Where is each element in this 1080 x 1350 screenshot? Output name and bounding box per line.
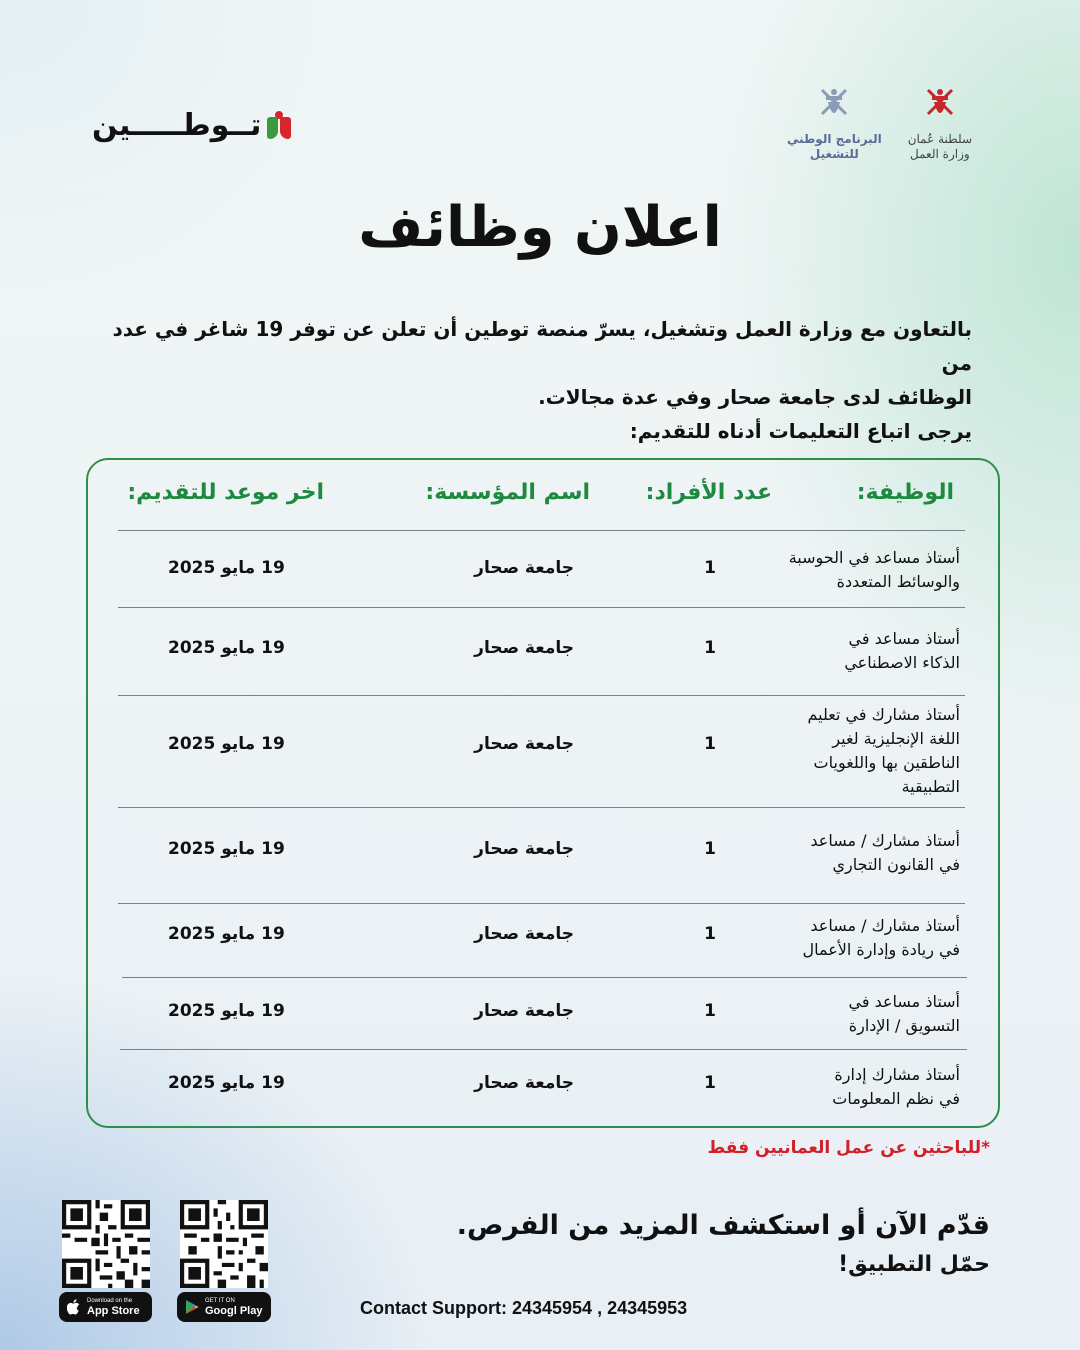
khanjar-emblem-icon bbox=[814, 84, 854, 128]
table-row-job: أستاذ مساعد في الحوسبة والوسائط المتعددة bbox=[788, 548, 960, 591]
table-row-deadline: 19 مايو 2025 bbox=[168, 638, 285, 658]
download-app-cta: حمّل التطبيق! bbox=[838, 1252, 990, 1277]
table-row-job: أستاذ مشارك / مساعد في القانون التجاري bbox=[810, 831, 960, 874]
table-row-institution: جامعة صحار bbox=[474, 1001, 574, 1021]
apple-icon bbox=[67, 1299, 81, 1315]
table-row-count: 1 bbox=[704, 839, 716, 859]
table-row-count: 1 bbox=[704, 1001, 716, 1021]
row-divider bbox=[118, 607, 965, 608]
app-store-button[interactable] bbox=[59, 1292, 152, 1322]
ministry-of-labour-logo bbox=[908, 84, 972, 162]
ministry-label-line1: سلطنة عُمان bbox=[907, 132, 972, 146]
qr-code-icon[interactable] bbox=[62, 1200, 150, 1288]
oman-emblem-icon bbox=[920, 84, 960, 128]
google-play-small-label: GET IT ON bbox=[205, 1297, 235, 1304]
government-logos bbox=[787, 84, 972, 162]
row-divider bbox=[118, 530, 965, 531]
table-row-job: أستاذ مساعد في الذكاء الاصطناعي bbox=[844, 629, 960, 672]
program-label-line1: البرنامج الوطني bbox=[786, 132, 882, 146]
table-row-count: 1 bbox=[704, 558, 716, 578]
row-divider bbox=[120, 1049, 967, 1050]
table-row-institution: جامعة صحار bbox=[474, 734, 574, 754]
table-row-institution: جامعة صحار bbox=[474, 558, 574, 578]
table-row-deadline: 19 مايو 2025 bbox=[168, 924, 285, 944]
intro-line: الوظائف لدى جامعة صحار وفي عدة مجالات. bbox=[538, 385, 972, 409]
table-row-deadline: 19 مايو 2025 bbox=[168, 1073, 285, 1093]
intro-line: يرجى اتباع التعليمات أدناه للتقديم: bbox=[629, 419, 972, 443]
app-store-big-label: App Store bbox=[87, 1304, 140, 1317]
table-row-job: أستاذ مشارك / مساعد في ريادة وإدارة الأعمال bbox=[802, 916, 960, 959]
row-divider bbox=[122, 977, 967, 978]
table-row-count: 1 bbox=[704, 734, 716, 754]
table-row-count: 1 bbox=[704, 638, 716, 658]
table-row-institution: جامعة صحار bbox=[474, 839, 574, 859]
table-row-institution: جامعة صحار bbox=[474, 924, 574, 944]
header-job: الوظيفة: bbox=[856, 480, 954, 505]
table-row-count: 1 bbox=[704, 1073, 716, 1093]
google-play-big-label: Googl Play bbox=[205, 1304, 263, 1317]
ministry-label-line2: وزارة العمل bbox=[910, 147, 970, 161]
table-row-institution: جامعة صحار bbox=[474, 1073, 574, 1093]
table-row-count: 1 bbox=[704, 924, 716, 944]
omanis-only-note: *للباحثين عن عمل العمانيين فقط bbox=[707, 1138, 990, 1158]
header-count: عدد الأفراد: bbox=[645, 480, 772, 505]
table-row-deadline: 19 مايو 2025 bbox=[168, 558, 285, 578]
table-row-job: أستاذ مشارك في تعليم اللغة الإنجليزية لغير الناطقين بها واللغويات التطبيقية bbox=[807, 705, 960, 796]
google-play-icon bbox=[185, 1299, 199, 1315]
page-title: اعلان وظائف bbox=[358, 195, 722, 260]
program-label-line2: للتشغيل bbox=[809, 147, 859, 161]
row-divider bbox=[118, 903, 965, 904]
intro-text bbox=[92, 312, 972, 448]
brand-name: تــوطـــــين bbox=[92, 108, 262, 143]
table-row-institution: جامعة صحار bbox=[474, 638, 574, 658]
header-deadline: اخر موعد للتقديم: bbox=[127, 480, 324, 505]
row-divider bbox=[118, 695, 965, 696]
google-play-button[interactable] bbox=[177, 1292, 271, 1322]
table-row-job: أستاذ مساعد في التسويق / الإدارة bbox=[848, 992, 960, 1035]
tawteen-mark-icon bbox=[267, 111, 291, 141]
apply-cta: قدّم الآن أو استكشف المزيد من الفرص. bbox=[456, 1210, 990, 1241]
table-row-deadline: 19 مايو 2025 bbox=[168, 1001, 285, 1021]
table-row-deadline: 19 مايو 2025 bbox=[168, 839, 285, 859]
tawteen-logo bbox=[92, 108, 291, 143]
national-employment-program-logo bbox=[787, 84, 882, 162]
intro-line: بالتعاون مع وزارة العمل وتشغيل، يسرّ منصة توطين أن تعلن عن توفر 19 شاغر في عدد من bbox=[112, 317, 972, 375]
app-store-small-label: Download on the bbox=[87, 1297, 133, 1304]
qr-code-icon[interactable] bbox=[180, 1200, 268, 1288]
table-row-deadline: 19 مايو 2025 bbox=[168, 734, 285, 754]
table-row-job: أستاذ مشارك إدارة في نظم المعلومات bbox=[832, 1065, 960, 1108]
header-institution: اسم المؤسسة: bbox=[425, 480, 590, 505]
contact-support: Contact Support: 24345954 , 24345953 bbox=[360, 1298, 688, 1318]
row-divider bbox=[118, 807, 965, 808]
